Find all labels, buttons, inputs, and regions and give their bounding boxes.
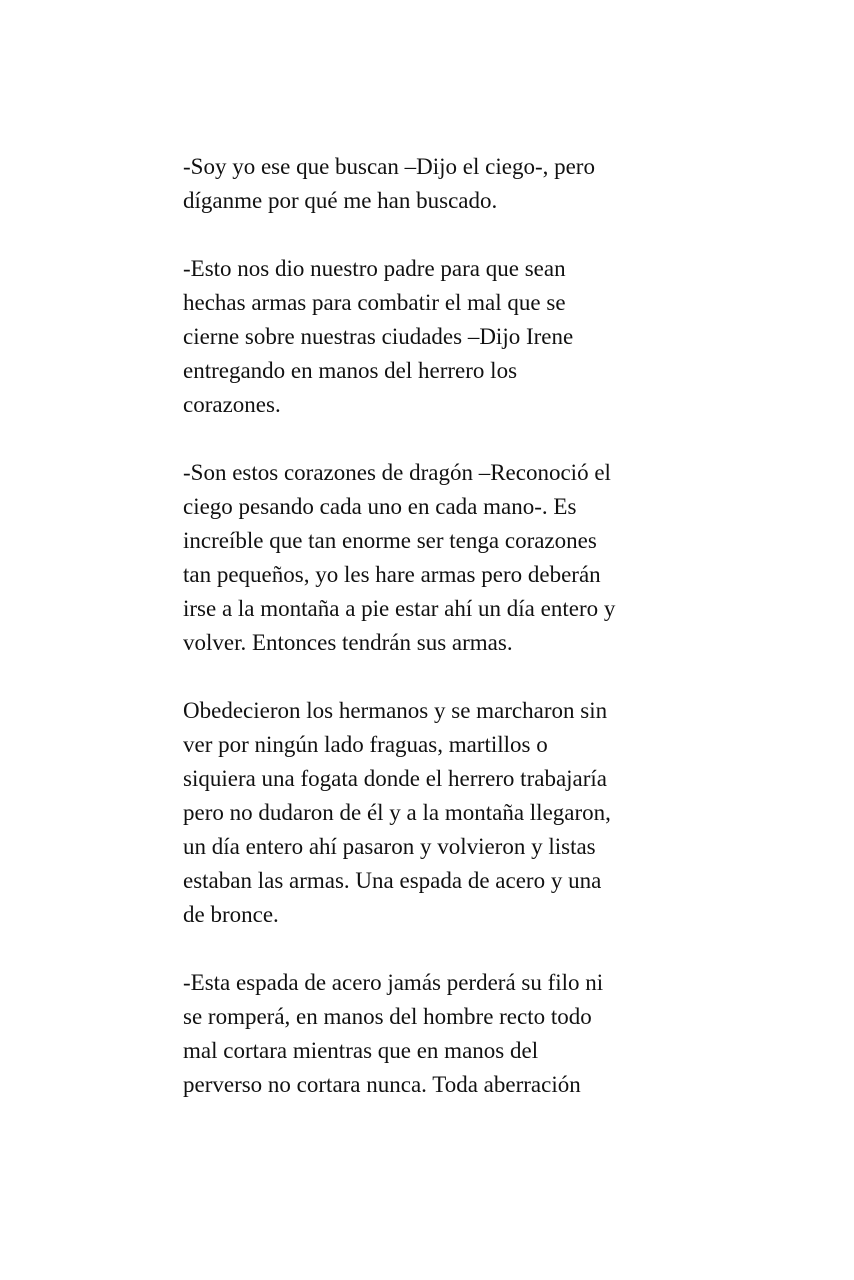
paragraph-2: -Esto nos dio nuestro padre para que sean hechas armas para combatir el mal que se cierne sobre nuestras ciudades –Dijo Irene entregando en manos del herrero los corazones. — [183, 256, 574, 417]
paragraph-3: -Son estos corazones de dragón –Reconoció el ciego pesando cada uno en cada mano-. Es increíble que tan enorme ser tenga corazones tan pequeños, yo les hare armas pero deberán irse a la montaña a pie estar ahí un día entero y volver. Entonces tendrán sus armas. — [183, 460, 616, 655]
paragraph-5: -Esta espada de acero jamás perderá su filo ni se romperá, en manos del hombre recto todo mal cortara mientras que en manos del perverso no cortara nunca. Toda aberración — [183, 970, 604, 1097]
paragraph-1: -Soy yo ese que buscan –Dijo el ciego-, pero díganme por qué me han buscado. — [183, 154, 595, 213]
body-text — [183, 150, 683, 1102]
paragraph-4: Obedecieron los hermanos y se marcharon sin ver por ningún lado fraguas, martillos o siquiera una fogata donde el herrero trabajaría pero no dudaron de él y a la montaña llegaron, un día entero ahí pasaron y volvieron y listas estaban las armas. Una espada de acero y una de bronce. — [183, 698, 611, 927]
